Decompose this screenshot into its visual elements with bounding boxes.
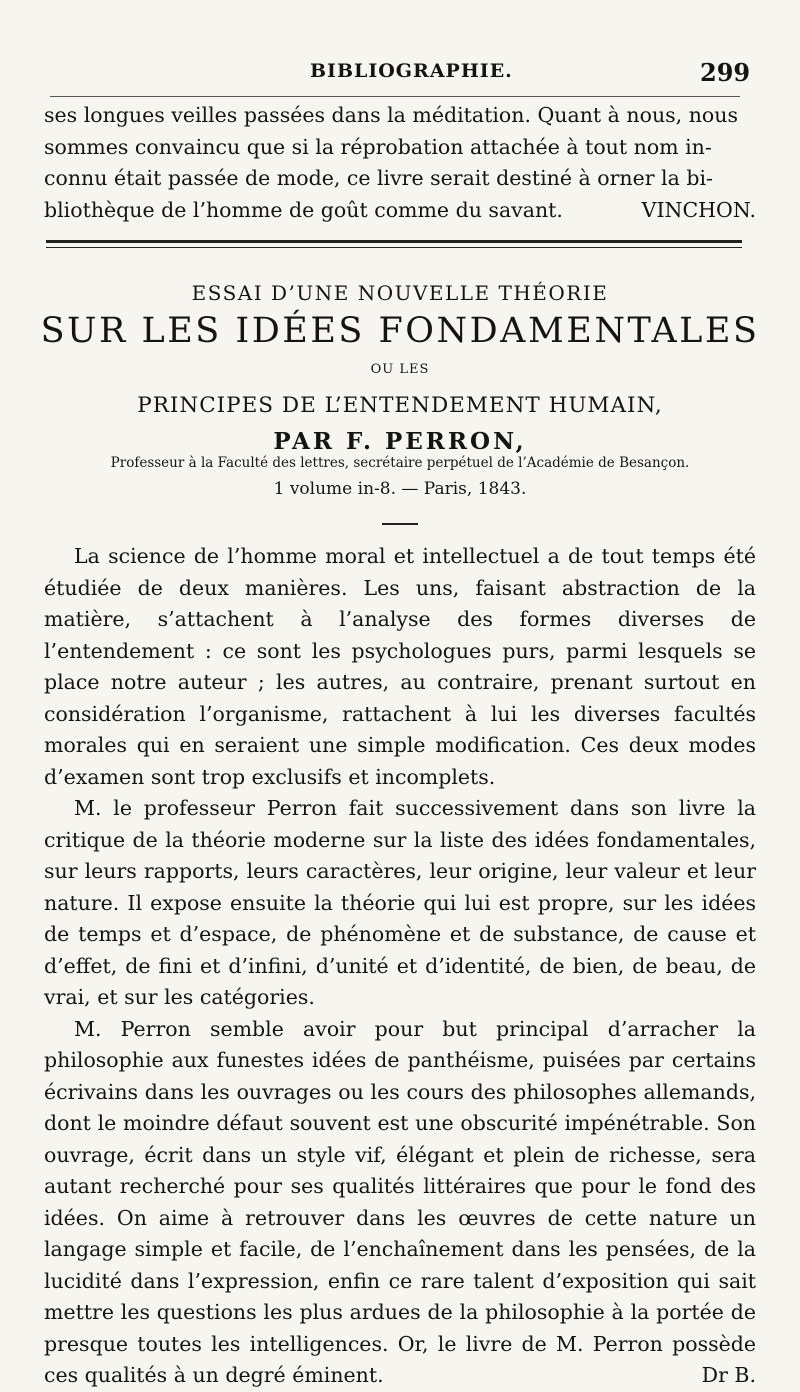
page-number: 299 [700, 58, 751, 87]
short-divider [382, 523, 418, 525]
running-head [0, 58, 800, 92]
book-title-conjunction: OU LES [370, 362, 430, 377]
previous-review-line: connu était passée de mode, ce livre serait destiné à orner la bi- [44, 166, 713, 190]
review-paragraph-1: La science de l’homme moral et intellectuel a de tout temps été étudiée de deux manières. Les uns, faisant abstraction de la matière, s’attachent à l’analyse des formes diverses de l’entendement : ce sont les psychologues purs, parmi lesquels se place notre auteur ; les autres, au contraire, prenant surtout en considération l’organisme, rattachent à lui les diverses facultés morales qui en seraient une simple modification. Ces deux modes d’examen sont trop exclusifs et incomplets. [44, 544, 756, 789]
review-signature: Dr B. [701, 1363, 756, 1387]
review-body [44, 541, 756, 1392]
previous-review-line: sommes convaincu que si la réprobation attachée à tout nom in- [44, 134, 712, 159]
previous-review-line: bliothèque de l’homme de goût comme du savant. [44, 197, 563, 222]
book-title: SUR LES IDÉES FONDAMENTALES [40, 311, 760, 351]
review-paragraph-3 [44, 1014, 756, 1392]
previous-review-signature: VINCHON. [641, 197, 756, 222]
book-subtitle: PRINCIPES DE L’ENTENDEMENT HUMAIN, [137, 393, 663, 418]
book-author: PAR F. PERRON, [273, 428, 527, 455]
author-title: Professeur à la Faculté des lettres, secrétaire perpétuel de l’Académie de Besançon. [110, 455, 690, 471]
previous-review-ending [44, 100, 756, 226]
section-name: BIBLIOGRAPHIE. [310, 60, 513, 82]
review-paragraph-2: M. le professeur Perron fait successivement dans son livre la critique de la théorie moderne sur la liste des idées fondamentales, sur leurs rapports, leurs caractères, leur origine, leur valeur et leur nature. Il expose ensuite la théorie qui lui est propre, sur les idées de temps et d’espace, de phénomène et de substance, de cause et d’effet, de fini et d’infini, d’unité et d’identité, de bien, de beau, de vrai, et sur les catégories. [44, 796, 756, 1009]
review-paragraph-3-text: M. Perron semble avoir pour but principal d’arracher la philosophie aux funestes idées de panthéisme, puisées par certains écrivains dans les ouvrages ou les cours des philosophes allemands, dont le moindre défaut souvent est une obscurité impénétrable. Son ouvrage, écrit dans un style vif, élégant et plein de richesse, sera autant recherché pour ses qualités littéraires que pour le fond des idées. On aime à retrouver dans les œuvres de cette nature un langage simple et facile, de l’enchaînement dans les pensées, de la lucidité dans l’expression, enfin ce rare talent d’exposition qui sait mettre les questions les plus ardues de la philosophie à la portée de presque toutes les intelligences. Or, le livre de M. Perron possède ces qualités à un degré éminent. [44, 1016, 756, 1387]
running-head-rule [50, 96, 740, 97]
book-imprint: 1 volume in-8. — Paris, 1843. [273, 479, 527, 499]
section-divider [46, 240, 742, 248]
book-pre-title: ESSAI D’UNE NOUVELLE THÉORIE [191, 281, 609, 305]
previous-review-line: ses longues veilles passées dans la méditation. Quant à nous, nous [44, 103, 738, 127]
previous-review-last-line [44, 195, 756, 227]
